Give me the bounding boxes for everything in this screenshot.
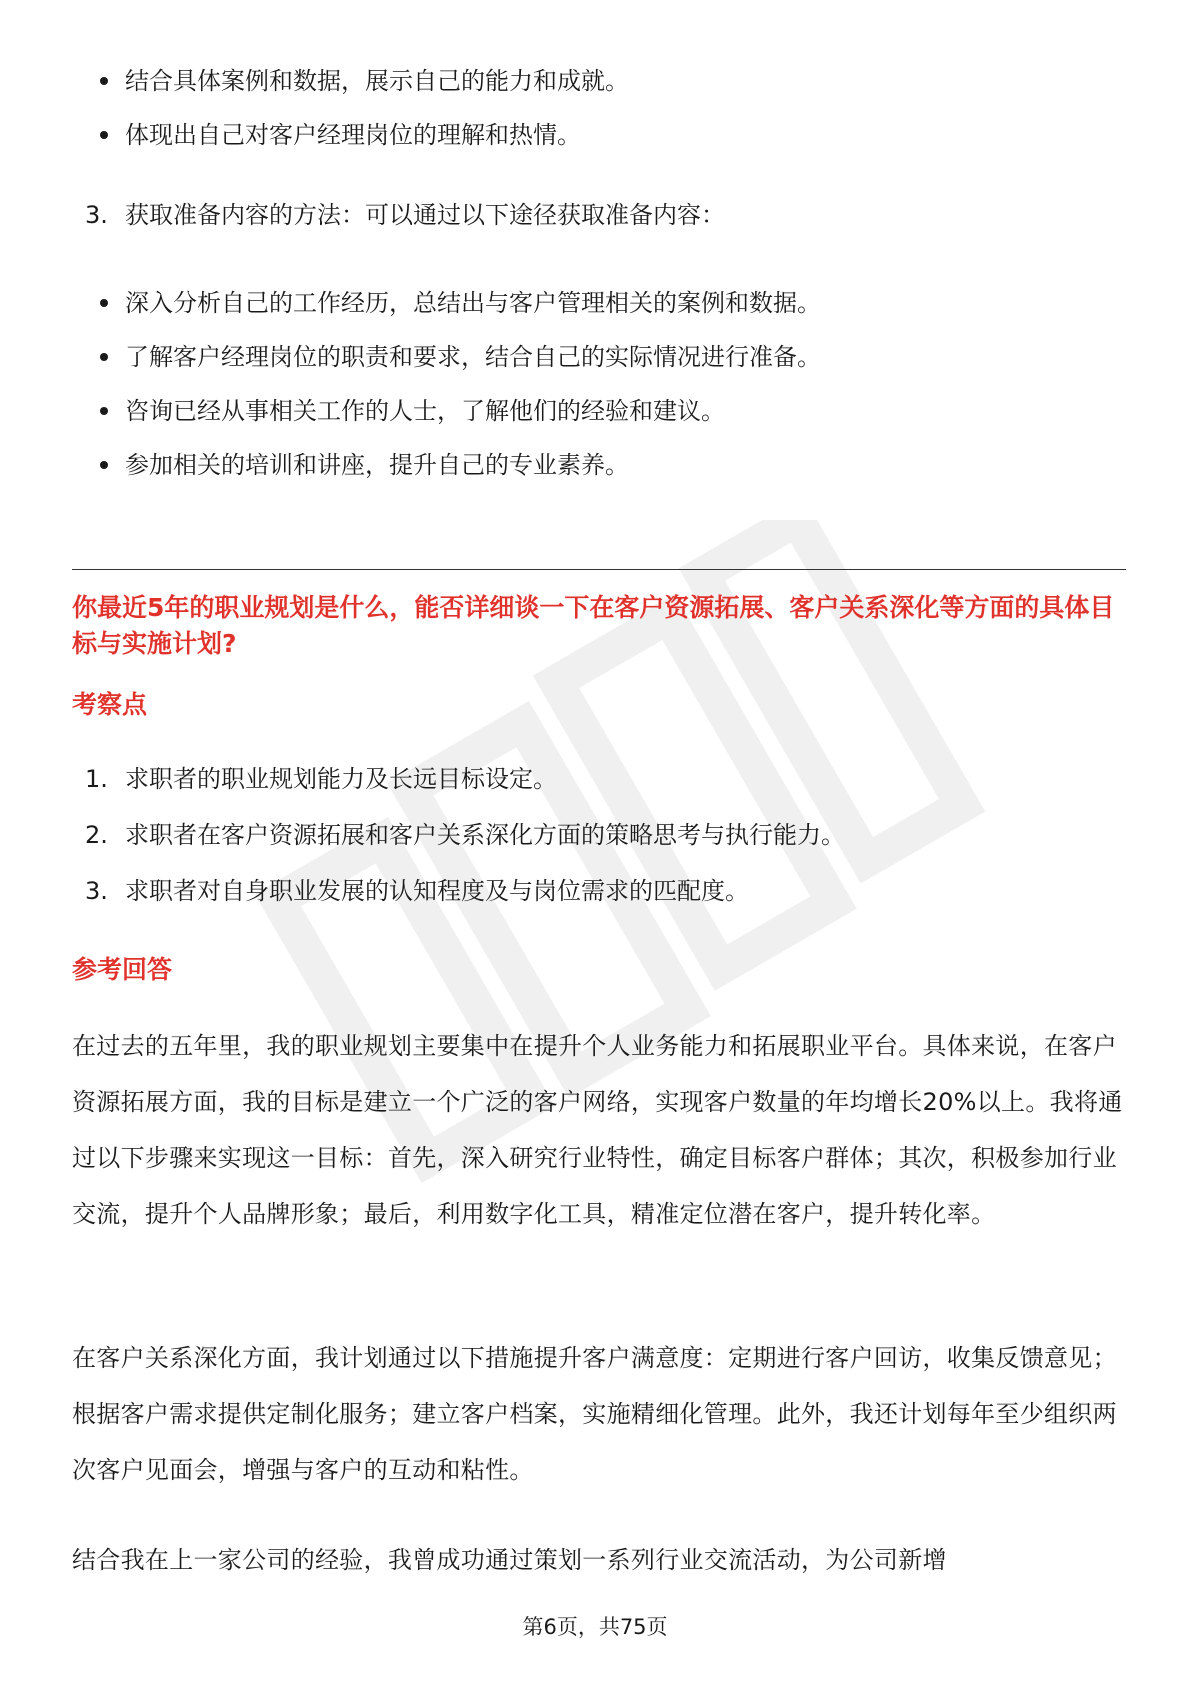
assessment-item <box>85 874 749 908</box>
bullet-item: 结合具体案例和数据，展示自己的能力和成就。 <box>125 67 629 95</box>
answer-paragraph: 结合我在上一家公司的经验，我曾成功通过策划一系列行业交流活动，为公司新增 <box>72 1546 947 1574</box>
item-text: 求职者的职业规划能力及长远目标设定。 <box>125 765 557 793</box>
bullet-dot <box>100 353 108 361</box>
answer-paragraph: 在过去的五年里，我的职业规划主要集中在提升个人业务能力和拓展职业平台。具体来说，在客户资源拓展方面，我的目标是建立一个广泛的客户网络，实现客户数量的年均增长20%以上。我将通过以下步骤来实现这一目标：首先，深入研究行业特性，确定目标客户群体；其次，积极参加行业交流，提升个人品牌形象；最后，利用数字化工具，精准定位潜在客户，提升转化率。 <box>72 1032 1123 1228</box>
item-number: 2. <box>85 821 108 849</box>
numbered-item-3 <box>85 198 725 232</box>
bullet-dot <box>100 131 108 139</box>
interview-question: 你最近5年的职业规划是什么，能否详细谈一下在客户资源拓展、客户关系深化等方面的具体目标与实施计划? <box>72 593 1115 658</box>
answer-heading: 参考回答 <box>72 955 173 984</box>
bullet-item: 咨询已经从事相关工作的人士，了解他们的经验和建议。 <box>125 397 725 425</box>
bullet-dot <box>100 77 108 85</box>
page-footer: 第6页，共75页 <box>522 1615 668 1639</box>
bullet-dot <box>100 407 108 415</box>
bullet-dot <box>100 461 108 469</box>
item-number: 3. <box>85 201 108 229</box>
item-number: 3. <box>85 877 108 905</box>
item-number: 1. <box>85 765 108 793</box>
item-text: 获取准备内容的方法：可以通过以下途径获取准备内容： <box>125 201 725 229</box>
item-text: 求职者对自身职业发展的认知程度及与岗位需求的匹配度。 <box>125 877 749 905</box>
bullet-item: 体现出自己对客户经理岗位的理解和热情。 <box>125 121 581 149</box>
bullet-item: 了解客户经理岗位的职责和要求，结合自己的实际情况进行准备。 <box>125 343 821 371</box>
item-text: 求职者在客户资源拓展和客户关系深化方面的策略思考与执行能力。 <box>125 821 845 849</box>
assessment-heading: 考察点 <box>72 690 148 719</box>
bullet-item: 深入分析自己的工作经历，总结出与客户管理相关的案例和数据。 <box>125 289 821 317</box>
assessment-item <box>85 818 845 852</box>
bullet-dot <box>100 299 108 307</box>
assessment-item <box>85 762 557 796</box>
bullet-item: 参加相关的培训和讲座，提升自己的专业素养。 <box>125 451 629 479</box>
section-divider <box>72 569 1126 570</box>
answer-paragraph: 在客户关系深化方面，我计划通过以下措施提升客户满意度：定期进行客户回访，收集反馈意见；根据客户需求提供定制化服务；建立客户档案，实施精细化管理。此外，我还计划每年至少组织两次客户见面会，增强与客户的互动和粘性。 <box>72 1344 1117 1484</box>
